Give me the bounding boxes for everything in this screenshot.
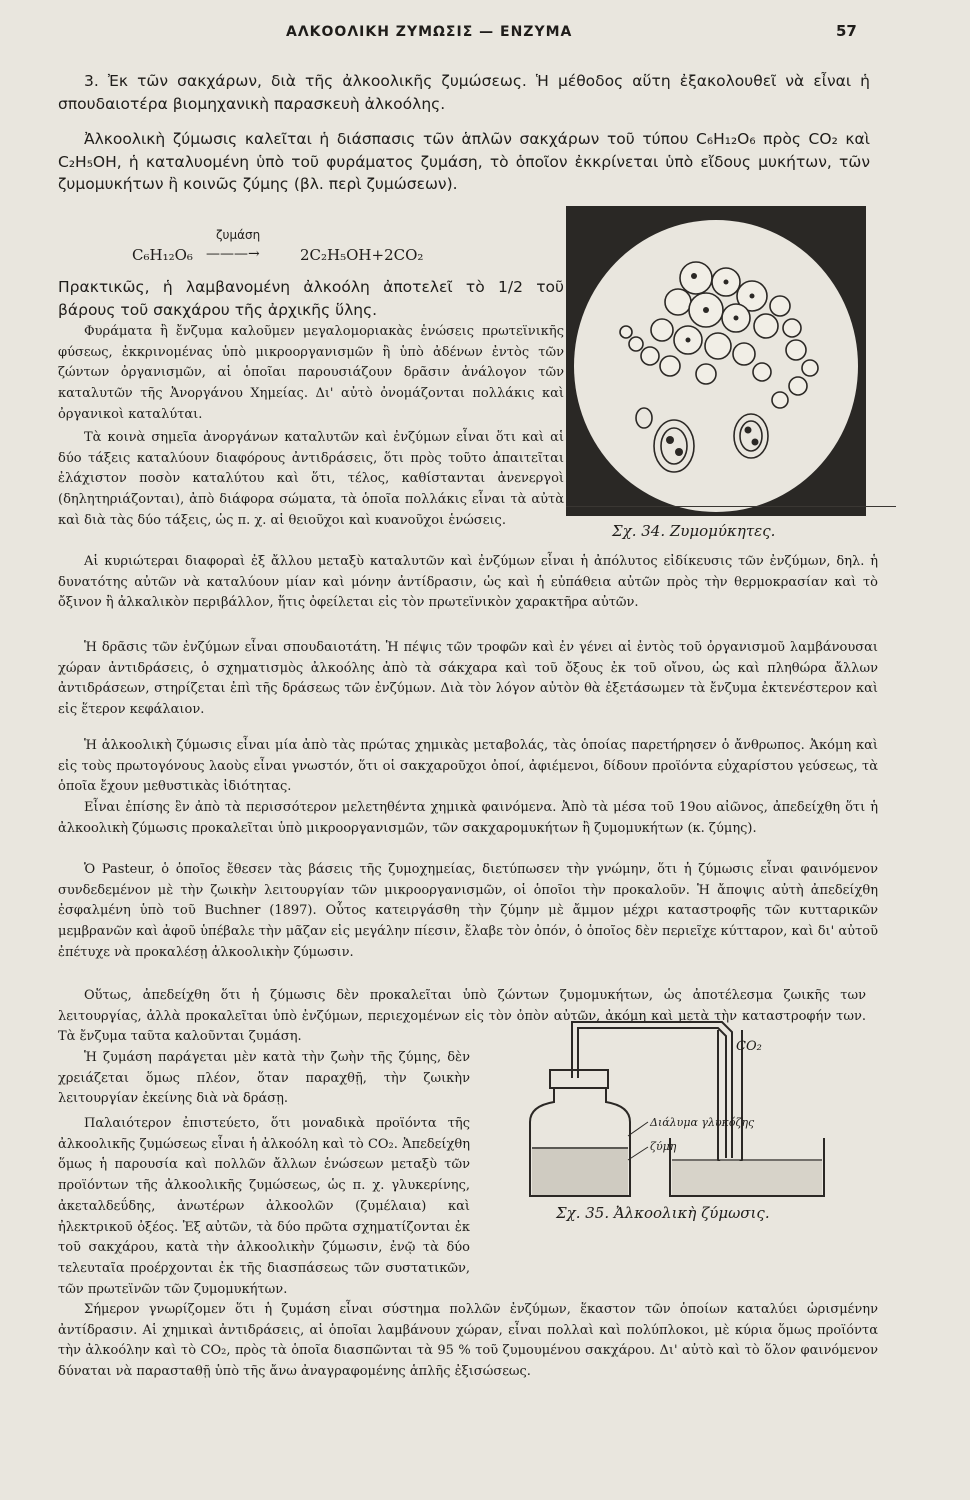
figure-34-yeast-cells	[566, 206, 866, 516]
figure-35-fermentation-apparatus	[500, 1010, 840, 1200]
figure-34-rule	[566, 506, 896, 507]
running-title: ΑΛΚΟΟΛΙΚΗ ΖΥΜΩΣΙΣ — ΕΝΖΥΜΑ	[286, 24, 573, 40]
label-glucose-solution: Διάλυμα γλυκόζης	[650, 1116, 755, 1129]
products-paragraph: Παλαιότερον ἐπιστεύετο, ὅτι μοναδικὰ προϊόντα τῆς ἀλκοολικῆς ζυμώσεως εἶναι ἡ ἀλκοόλη καὶ τὸ CO₂. Ἀπεδείχθη ὅμως ἡ παρουσία καὶ πολλῶν ἄλλων ἑνώσεων μεταξὺ τῶν προϊόντων τῆς ἀλκοολικῆς ζυμώσεως, ὡς π. χ. γλυκερίνης, ἀκεταλδεΰδης, ἀνωτέρων ἀλκοολῶν (ζυμέλαια) καὶ ἠλεκτρικοῦ ὀξέος. Ἐξ αὐτῶν, τὰ δύο πρῶτα σχηματίζονται ἐκ τοῦ σακχάρου, κατὰ τὴν ἀλκοολικὴν ζύμωσιν, ἐνῷ τὰ δύο τελευταῖα προέρχονται ἐκ τῆς διασπάσεως τῶν συστατικῶν, τῶν πρωτεϊνῶν τῶν ζυμομυκήτων.	[58, 1116, 470, 1297]
catalyst-similarities-paragraph: Τὰ κοινὰ σημεῖα ἀνοργάνων καταλυτῶν καὶ ἐνζύμων εἶναι ὅτι καὶ αἱ δύο τάξεις καταλύουν διαφόρους ἀντιδράσεις, ὅτι πρὸς τοῦτο ἀπαιτεῖται ἐλάχιστον ποσὸν καταλύτου καὶ ὅτι, τέλος, καθίστανται ἀνενεργοὶ (δηλητηριάζονται), ἀπὸ διάφορα σώματα, τὰ ὁποῖα πολλάκις εἶναι τὰ αὐτὰ καὶ διὰ τὰς δύο τάξεις, ὡς π. χ. αἱ θειοῦχοι καὶ κυανοῦχοι ἑνώσεις.	[58, 430, 564, 528]
enzymes-definition-paragraph: Φυράματα ἢ ἔνζυμα καλοῦμεν μεγαλομοριακὰς ἑνώσεις πρωτεϊνικῆς φύσεως, ἐκκρινομένας ὑπὸ μικροοργανισμῶν ἢ ὑπὸ ἀδένων ἐντὸς τῶν ζώντων ὀργανισμῶν, αἱ ὁποῖαι παρουσιάζουν δρᾶσιν ἀνάλογον τῶν καταλυτῶν τῆς Ἀνοργάνου Χημείας. Δι' αὐτὸ ὀνομάζονται πολλάκις καὶ ὀργανικοὶ καταλύται.	[58, 324, 564, 422]
enzyme-action-paragraph: Ἡ δρᾶσις τῶν ἐνζύμων εἶναι σπουδαιοτάτη. Ἡ πέψις τῶν τροφῶν καὶ ἐν γένει αἱ ἐντὸς τοῦ ὀργανισμοῦ λαμβάνουσαι χώραν ἀντιδράσεις, ὁ σχηματισμὸς ἀλκοόλης ἀπὸ τὰ σάκχαρα καὶ τοῦ ὄξους ἐκ τοῦ οἴνου, ὡς καὶ πληθώρα ἄλλων ἀντιδράσεων, στηρίζεται ἐπὶ τῆς δράσεως τῶν ἐνζύμων. Διὰ τὸν λόγον αὐτὸν θὰ ἐξετάσωμεν τὰ ἔνζυμα ἐκτενέστερον καὶ εἰς ἕτερον κεφάλαιον.	[58, 640, 878, 718]
zymase-paragraph: Ἡ ζυμάση παράγεται μὲν κατὰ τὴν ζωὴν τῆς ζύμης, δὲν χρειάζεται ὅμως πλέον, ὅταν παραχθῇ, τὴν ζωικὴν λειτουργίαν ἐκείνης διὰ νὰ δράσῃ.	[58, 1050, 470, 1107]
history-paragraph: Ἡ ἀλκοολικὴ ζύμωσις εἶναι μία ἀπὸ τὰς πρώτας χημικὰς μεταβολάς, τὰς ὁποίας παρετήρησεν ὁ ἄνθρωπος. Ἀκόμη καὶ εἰς τοὺς πρωτογόνους λαοὺς εἶναι γνωστόν, ὅτι οἱ σακχαροῦχοι ὀποί, ἀφιέμενοι, δίδουν προϊόντα εὐχαρίστου γεύσεως, τὰ ὁποῖα ἔχουν μεθυστικὰς ἰδιότητας.	[58, 738, 878, 795]
fermentation-equation	[132, 228, 572, 272]
trough-water	[672, 1161, 822, 1195]
section-3-paragraph: 3. Ἐκ τῶν σακχάρων, διὰ τῆς ἀλκοολικῆς ζυμώσεως. Ἡ μέθοδος αὕτη ἐξακολουθεῖ νὰ εἶναι ἡ σπουδαιοτέρα βιομηχανικὴ παρασκευὴ ἀλκοόλης.	[58, 72, 870, 113]
study-paragraph: Εἶναι ἐπίσης ἓν ἀπὸ τὰ περισσότερον μελετηθέντα χημικὰ φαινόμενα. Ἀπὸ τὰ μέσα τοῦ 19ου αἰῶνος, ἀπεδείχθη ὅτι ἡ ἀλκοολικὴ ζύμωσις προκαλεῖται ὑπὸ μικροοργανισμῶν, τῶν σακχαρομυκήτων ἢ ζυμομυκήτων (κ. ζύμης).	[58, 800, 878, 836]
glucose-solution	[532, 1149, 628, 1195]
figure-35-caption: Σχ. 35. Ἀλκοολικὴ ζύμωσις.	[556, 1204, 770, 1222]
figure-34-caption: Σχ. 34. Ζυμομύκητες.	[612, 522, 776, 540]
page-number: 57	[836, 22, 857, 40]
label-co2: CO₂	[736, 1039, 762, 1054]
enzyme-system-paragraph: Σήμερον γνωρίζομεν ὅτι ἡ ζυμάση εἶναι σύστημα πολλῶν ἐνζύμων, ἕκαστον τῶν ὁποίων καταλύει ὡρισμένην ἀντίδρασιν. Αἱ χημικαὶ ἀντιδράσεις, αἱ ὁποῖαι λαμβάνουν χώραν, εἶναι πολλαὶ καὶ πολύπλοκοι, μὲ κύρια ὅμως προϊόντα τὴν ἀλκοόλην καὶ τὸ CO₂, πρὸς τὰ ὁποῖα διασπῶνται τὰ 95 % τοῦ ζυμουμένου σακχάρου. Δι' αὐτὸ καὶ τὸ ὅλον φαινόμενον δύναται νὰ παρασταθῇ ὑπὸ τῆς ἄνω ἀναγραφομένης ἁπλῆς ἐξισώσεως.	[58, 1302, 878, 1380]
equation-reactant: C₆H₁₂O₆	[132, 246, 193, 264]
conclusion-paragraph: Οὕτως, ἀπεδείχθη ὅτι ἡ ζύμωσις δὲν προκαλεῖται ὑπὸ ζώντων ζυμομυκήτων, ὡς ἀποτέλεσμα ζωικῆς των λειτουργίας, ἀλλὰ προκαλεῖται ὑπὸ ἐνζύμων, περιεχομένων εἰς τὸν ὀπὸν αὐτῶν, ἀκόμη καὶ μετὰ τὴν καταστροφήν των. Τὰ ἔνζυμα ταῦτα καλοῦνται ζυμάση.	[58, 988, 866, 1045]
equation-enzyme-label: ζυμάση	[216, 228, 261, 242]
delivery-tube	[572, 1022, 732, 1158]
alcoholic-fermentation-definition: Ἀλκοολικὴ ζύμωσις καλεῖται ἡ διάσπασις τῶν ἁπλῶν σακχάρων τοῦ τύπου C₆H₁₂O₆ πρὸς CO₂ καὶ C₂H₅OH, ἡ καταλυομένη ὑπὸ τοῦ φυράματος ζυμάση, τὸ ὁποῖον ἐκκρίνεται ὑπὸ εἴδους μυκήτων, τῶν ζυμομυκήτων ἢ κοινῶς ζύμης (βλ. περὶ ζυμώσεων).	[58, 130, 870, 194]
catalyst-differences-paragraph: Αἱ κυριώτεραι διαφοραὶ ἐξ ἄλλου μεταξὺ καταλυτῶν καὶ ἐνζύμων εἶναι ἡ ἀπόλυτος εἰδίκευσις τῶν ἐνζύμων, δηλ. ἡ δυνατότης αὐτῶν νὰ καταλύουν μίαν καὶ μόνην ἀντίδρασιν, ὡς καὶ ἡ εὐπάθεια αὐτῶν πρὸς τὴν θερμοκρασίαν καὶ τὸ ὄξινον ἢ ἀλκαλικὸν περιβάλλον, ἥτις ὀφείλεται εἰς τὸν πρωτεϊνικὸν χαρακτῆρα αὐτῶν.	[58, 554, 878, 611]
pasteur-buchner-paragraph: Ὁ Pasteur, ὁ ὁποῖος ἔθεσεν τὰς βάσεις τῆς ζυμοχημείας, διετύπωσεν τὴν γνώμην, ὅτι ἡ ζύμωσις εἶναι φαινόμενον συνδεδεμένον μὲ τὴν ζωικὴν λειτουργίαν τῶν μικροοργανισμῶν, οἱ ὁποῖοι τὴν προκαλοῦν. Ἡ ἄποψις αὐτὴ ἀπεδείχθη ἐσφαλμένη ὑπὸ τοῦ Buchner (1897). Οὗτος κατειργάσθη τὴν ζύμην μὲ ἄμμον μέχρι καταστροφῆς τῶν κυτταρικῶν μεμβρανῶν καὶ ἀφοῦ ὑπέβαλε τὴν μᾶζαν εἰς μεγάλην πίεσιν, ἔλαβε τὸν ὀπόν, ὁ ὁποῖος δὲν περιεῖχε κύτταρον, καὶ δι' αὐτοῦ ἐπέτυχε νὰ προκαλέσῃ ἀλκοολικὴν ζύμωσιν.	[58, 862, 878, 960]
practical-yield-paragraph: Πρακτικῶς, ἡ λαμβανομένη ἀλκοόλη ἀποτελεῖ τὸ 1/2 τοῦ βάρους τοῦ σακχάρου τῆς ἀρχικῆς ὕλης.	[58, 278, 564, 319]
equation-products: 2C₂H₅OH+2CO₂	[300, 246, 424, 264]
label-yeast: ζύμη	[650, 1140, 677, 1153]
page-header	[0, 22, 970, 46]
equation-arrow: ———→	[206, 246, 260, 262]
